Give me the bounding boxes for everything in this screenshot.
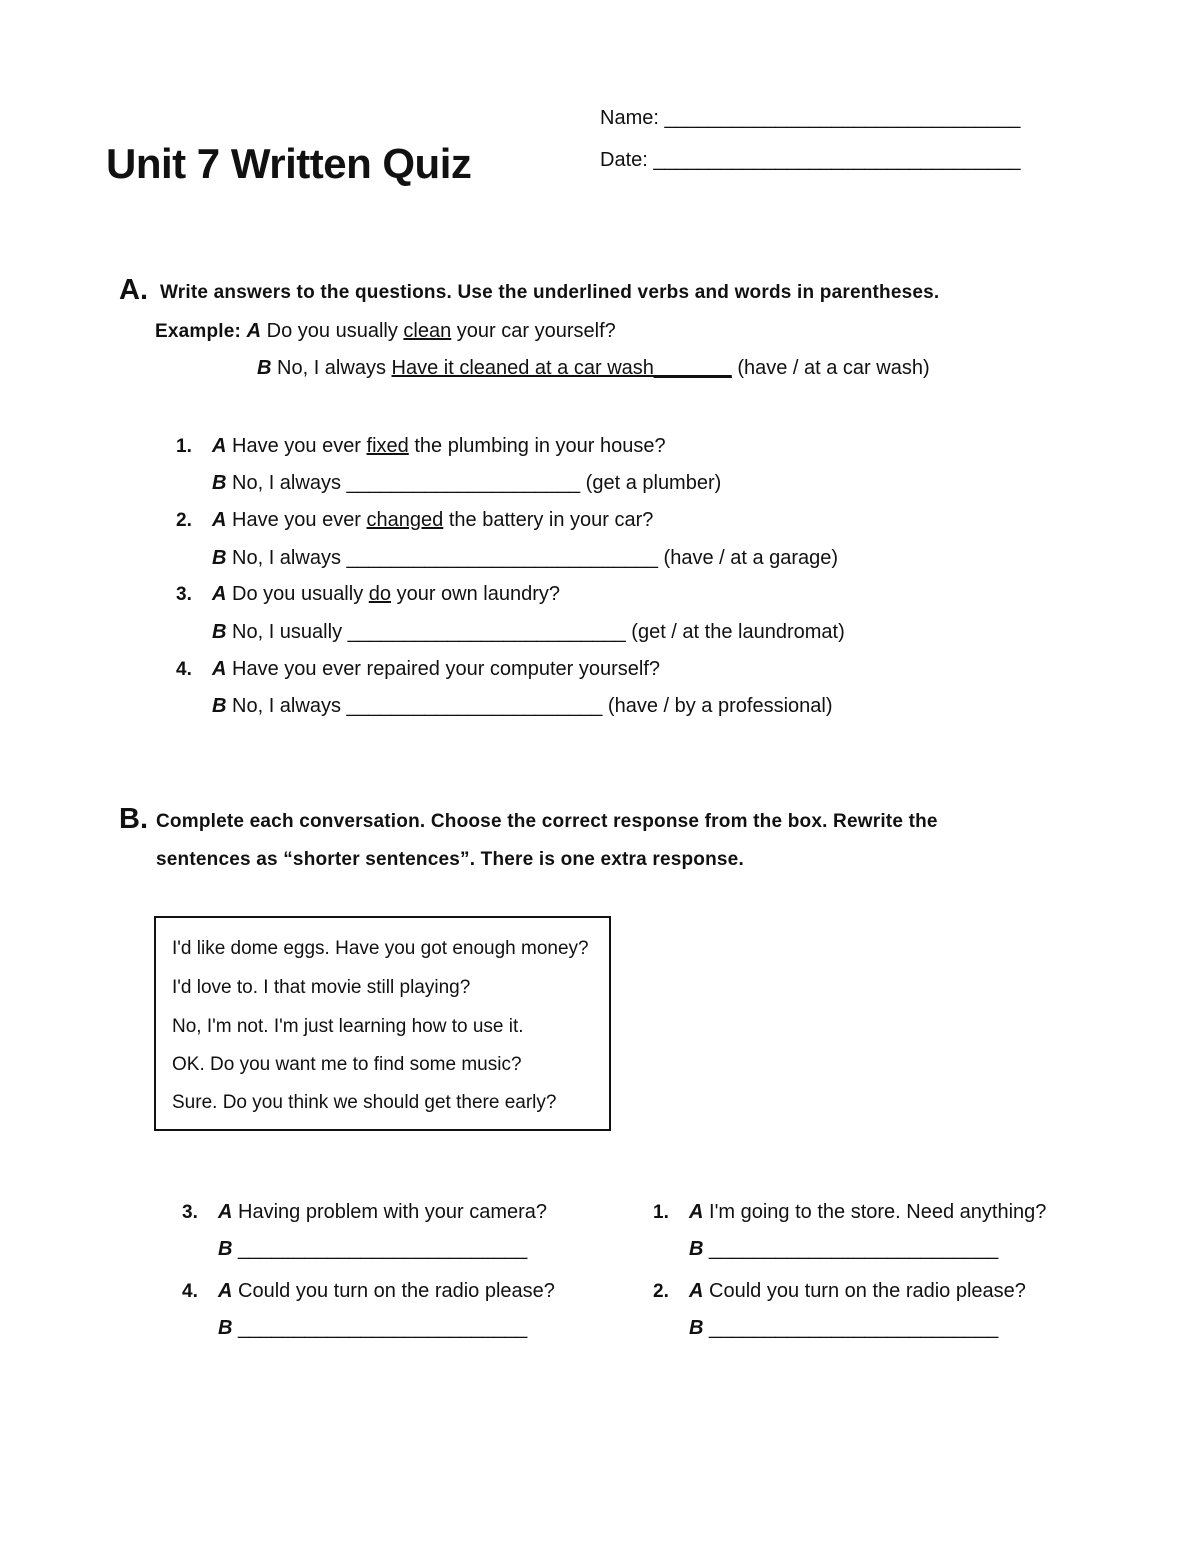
section-a-letter: A.: [119, 274, 148, 306]
response-option: I'd love to. I that movie still playing?: [172, 977, 471, 998]
conversation-answer: [218, 1238, 527, 1261]
answer-hint: (have / by a professional): [607, 695, 833, 717]
item-number: 2.: [176, 510, 192, 531]
response-option: Sure. Do you think we should get there early?: [172, 1092, 557, 1113]
item-answer: [212, 472, 721, 495]
question-text: the plumbing in your house?: [414, 435, 666, 457]
question-text: the battery in your car?: [448, 509, 654, 531]
item-number: 1.: [653, 1202, 669, 1223]
question-text: Do you usually: [232, 583, 364, 605]
speaker-b: B: [689, 1238, 704, 1260]
question-text: Could you turn on the radio please?: [238, 1280, 555, 1302]
answer-blank[interactable]: _____________________: [346, 472, 581, 494]
question-text: I'm going to the store. Need anything?: [709, 1201, 1047, 1223]
underlined-verb: do: [368, 583, 392, 605]
question-text: Have you ever: [232, 509, 361, 531]
speaker-a: A: [689, 1280, 704, 1302]
conversation-question: [689, 1201, 1046, 1224]
conversation-question: [218, 1201, 547, 1224]
speaker-b: B: [218, 1238, 233, 1260]
item-number: 4.: [182, 1281, 198, 1302]
item-number: 2.: [653, 1281, 669, 1302]
answer-text: No, I always: [232, 695, 341, 717]
date-blank[interactable]: _________________________________: [653, 149, 1021, 171]
date-label: Date:: [600, 149, 648, 171]
answer-blank[interactable]: _______________________: [346, 695, 603, 717]
question-text: Have you ever repaired your computer yourself?: [232, 658, 661, 680]
conversation-answer: [689, 1317, 998, 1340]
date-field[interactable]: [600, 149, 1020, 172]
example-a-after: your car yourself?: [456, 320, 616, 342]
answer-blank[interactable]: __________________________: [238, 1317, 528, 1339]
speaker-b: B: [212, 695, 227, 717]
example-a-before: Do you usually: [266, 320, 398, 342]
item-number: 4.: [176, 659, 192, 680]
name-field[interactable]: [600, 107, 1020, 130]
conversation-answer: [218, 1317, 527, 1340]
answer-hint: (have / at a garage): [663, 547, 839, 569]
section-b-letter: B.: [119, 803, 148, 835]
example-b-hint: (have / at a car wash): [737, 357, 930, 379]
speaker-a: A: [246, 320, 262, 342]
page-title: Unit 7 Written Quiz: [106, 140, 472, 187]
answer-text: No, I usually: [232, 621, 343, 643]
item-number: 3.: [182, 1202, 198, 1223]
answer-blank[interactable]: __________________________: [238, 1238, 528, 1260]
response-option: I'd like dome eggs. Have you got enough money?: [172, 938, 589, 959]
answer-blank[interactable]: ____________________________: [346, 547, 658, 569]
example-a-verb: clean: [403, 320, 452, 342]
item-number: 1.: [176, 436, 192, 457]
section-b-instructions-line2: sentences as “shorter sentences”. There is one extra response.: [156, 849, 744, 870]
question-text: Have you ever: [232, 435, 361, 457]
item-number: 3.: [176, 584, 192, 605]
item-question: [212, 435, 666, 458]
conversation-answer: [689, 1238, 998, 1261]
answer-text: No, I always: [232, 547, 341, 569]
conversation-question: [218, 1280, 555, 1303]
speaker-b: B: [212, 472, 227, 494]
item-answer: [212, 547, 838, 570]
speaker-a: A: [212, 435, 227, 457]
name-label: Name:: [600, 107, 659, 129]
speaker-a: A: [218, 1280, 233, 1302]
name-blank[interactable]: ________________________________: [664, 107, 1021, 129]
answer-blank[interactable]: __________________________: [709, 1317, 999, 1339]
speaker-b: B: [212, 547, 227, 569]
speaker-b: B: [257, 357, 272, 379]
response-option: OK. Do you want me to find some music?: [172, 1054, 522, 1075]
question-text: Could you turn on the radio please?: [709, 1280, 1026, 1302]
answer-hint: (get / at the laundromat): [631, 621, 845, 643]
speaker-b: B: [689, 1317, 704, 1339]
speaker-a: A: [689, 1201, 704, 1223]
question-text: your own laundry?: [396, 583, 561, 605]
section-b-instructions-line1: Complete each conversation. Choose the correct response from the box. Rewrite the: [156, 811, 938, 832]
question-text: Having problem with your camera?: [238, 1201, 548, 1223]
item-question: [212, 583, 560, 606]
item-answer: [212, 695, 832, 718]
underlined-verb: changed: [366, 509, 444, 531]
response-option: No, I'm not. I'm just learning how to use it.: [172, 1016, 524, 1037]
item-question: [212, 658, 660, 681]
example-question: [155, 320, 616, 343]
conversation-question: [689, 1280, 1026, 1303]
answer-hint: (get a plumber): [585, 472, 722, 494]
section-a-instructions: Write answers to the questions. Use the underlined verbs and words in parentheses.: [160, 282, 940, 303]
speaker-b: B: [218, 1317, 233, 1339]
item-question: [212, 509, 653, 532]
example-label: Example:: [155, 321, 242, 342]
answer-text: No, I always: [232, 472, 341, 494]
speaker-b: B: [212, 621, 227, 643]
answer-blank[interactable]: _________________________: [347, 621, 626, 643]
speaker-a: A: [218, 1201, 233, 1223]
speaker-a: A: [212, 658, 227, 680]
item-answer: [212, 621, 845, 644]
example-answer: [257, 357, 930, 380]
answer-blank[interactable]: __________________________: [709, 1238, 999, 1260]
example-b-answer: Have it cleaned at a car wash_______: [391, 357, 732, 379]
speaker-a: A: [212, 509, 227, 531]
underlined-verb: fixed: [366, 435, 409, 457]
example-b-before: No, I always: [277, 357, 386, 379]
speaker-a: A: [212, 583, 227, 605]
